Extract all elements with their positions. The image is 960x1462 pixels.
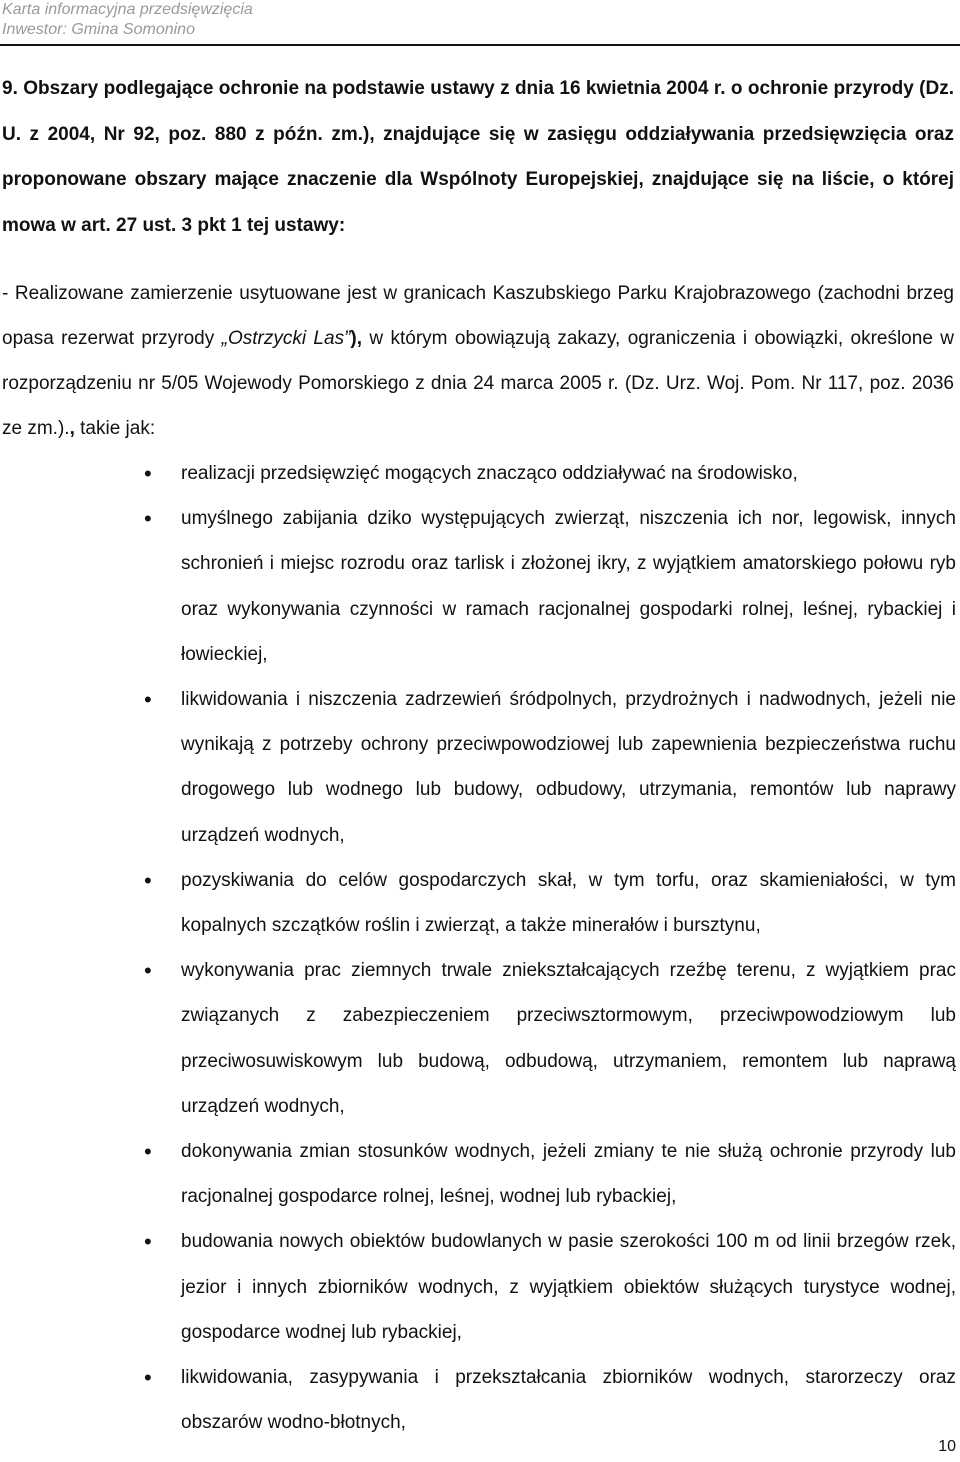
bullet-icon: • bbox=[144, 506, 152, 532]
list-item-text: likwidowania, zasypywania i przekształcania zbiorników wodnych, starorzeczy oraz obszarów wodno-błotnych, bbox=[181, 1367, 956, 1434]
paragraph-text-middle: w którym obowiązują zakazy, ograniczenia i obowiązki, określone w rozporządzeniu nr 5/05 Wojewody Pomorskiego z dnia 24 marca 2005 r. (Dz. Urz. Woj. Pom. Nr 117, poz. 2036 ze zm.). bbox=[2, 328, 954, 439]
list-item bbox=[0, 1129, 960, 1219]
bullet-icon: • bbox=[144, 687, 152, 713]
list-item-text: wykonywania prac ziemnych trwale zniekształcających rzeźbę terenu, z wyjątkiem prac związanych z zabezpieczeniem przeciwsztormowym, przeciwpowodziowym lub przeciwosuwiskowym lub budową, odbudową, utrzymaniem, remontem lub naprawą urządzeń wodnych, bbox=[181, 960, 956, 1117]
page-number: 10 bbox=[938, 1438, 956, 1455]
header-title: Karta informacyjna przedsięwzięcia bbox=[2, 1, 253, 18]
list-item-text: budowania nowych obiektów budowlanych w pasie szerokości 100 m od linii brzegów rzek, jezior i innych zbiorników wodnych, z wyjątkiem obiektów służących turystyce wodnej, gospodarce wodnej lub rybackiej, bbox=[181, 1231, 956, 1343]
list-item-text: likwidowania i niszczenia zadrzewień śródpolnych, przydrożnych i nadwodnych, jeżeli nie wynikają z potrzeby ochrony przeciwpowodziowej lub zapewnienia bezpieczeństwa ruchu drogowego lub wodnego lub budowy, odbudowy, utrzymania, remontów lub naprawy urządzeń wodnych, bbox=[181, 689, 956, 846]
list-item-text: realizacji przedsięwzięć mogących znacząco oddziaływać na środowisko, bbox=[181, 463, 798, 484]
list-item-text: umyślnego zabijania dziko występujących zwierząt, niszczenia ich nor, legowisk, innych schronień i miejsc rozrodu oraz tarlisk i złożonej ikry, z wyjątkiem amatorskiego połowu ryb oraz wykonywania czynności w ramach racjonalnej gospodarki rolnej, leśnej, rybackiej i łowieckiej, bbox=[181, 508, 956, 665]
bullet-icon: • bbox=[144, 867, 152, 893]
paragraph-text-end: takie jak: bbox=[74, 418, 156, 439]
list-item bbox=[0, 677, 960, 858]
paragraph-bold-paren: ), bbox=[350, 328, 363, 349]
list-item bbox=[0, 451, 960, 496]
list-item-text: pozyskiwania do celów gospodarczych skał, w tym torfu, oraz skamieniałości, w tym kopalnych szczątków roślin i zwierząt, a także minerałów i bursztynu, bbox=[181, 869, 956, 937]
document-header bbox=[2, 0, 253, 40]
paragraph-bold-comma: , bbox=[69, 418, 75, 439]
bullet-icon: • bbox=[144, 1365, 152, 1391]
list-item bbox=[0, 1355, 960, 1445]
paragraph-text-start: - Realizowane zamierzenie usytuowane jest w granicach Kaszubskiego Parku Krajobrazowego (zachodni brzeg opasa rezerwat przyrody bbox=[2, 283, 954, 349]
bullet-icon: • bbox=[144, 1229, 152, 1255]
list-item bbox=[0, 496, 960, 677]
bullet-icon: • bbox=[144, 461, 152, 486]
list-item bbox=[0, 858, 960, 948]
list-item bbox=[0, 1219, 960, 1355]
bullet-icon: • bbox=[144, 1139, 152, 1165]
list-item-text: dokonywania zmian stosunków wodnych, jeżeli zmiany te nie służą ochronie przyrody lub racjonalnej gospodarce rolnej, leśnej, wodnej lub rybackiej, bbox=[181, 1141, 956, 1208]
section-heading: 9. Obszary podlegające ochronie na podstawie ustawy z dnia 16 kwietnia 2004 r. o ochronie przyrody (Dz. U. z 2004, Nr 92, poz. 880 z późn. zm.), znajdujące się w zasięgu oddziaływania przedsięwzięcia oraz proponowane obszary mające znaczenie dla Wspólnoty Europejskiej, znajdujące się na liście, o której mowa w art. 27 ust. 3 pkt 1 tej ustawy: bbox=[2, 78, 954, 236]
list-item bbox=[0, 948, 960, 1129]
reserve-name: „Ostrzycki Las” bbox=[221, 328, 351, 349]
prohibitions-list bbox=[0, 451, 960, 1445]
intro-paragraph bbox=[2, 271, 954, 451]
header-investor: Inwestor: Gmina Somonino bbox=[2, 21, 195, 38]
bullet-icon: • bbox=[144, 958, 152, 984]
header-divider bbox=[0, 44, 960, 46]
